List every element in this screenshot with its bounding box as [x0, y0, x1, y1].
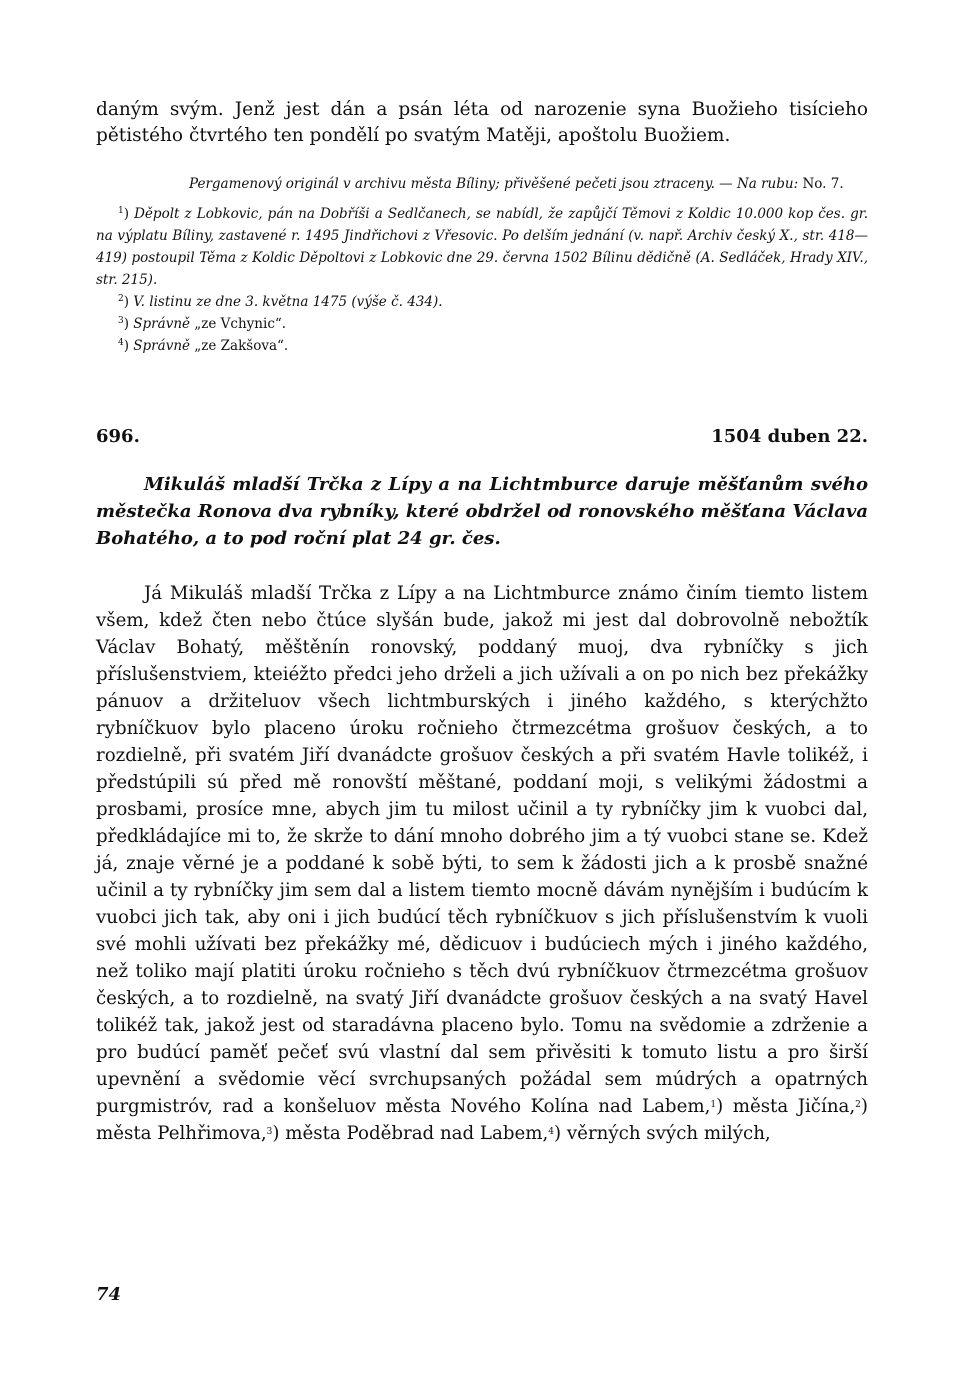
- footnote-ref: 2: [855, 1100, 861, 1110]
- footnote-marker: 3: [118, 316, 124, 326]
- footnote-3: $^3$) Správně „ze Vchynic“.: [118, 316, 287, 332]
- footnotes: [96, 203, 868, 357]
- source-note-roman: No. 7.: [798, 176, 844, 192]
- footnote-2: $^2$) V. listinu ze dne 3. května 1475 (výše č. 434).: [118, 294, 443, 310]
- body-part: ) věrných svých milých,: [554, 1123, 771, 1144]
- footnote-italic: Správně: [133, 316, 190, 332]
- document-number: 696.: [96, 426, 140, 447]
- footnote-text: V. listinu ze dne 3. května 1475 (výše č. 434).: [133, 294, 443, 310]
- body-part: ) města Poděbrad nad Labem,: [272, 1123, 549, 1144]
- footnote-roman: „ze Zakšova“.: [190, 338, 289, 354]
- footnote-ref: 3: [266, 1127, 273, 1137]
- document-date: 1504 duben 22.: [711, 426, 868, 447]
- footnote-italic: Správně: [133, 338, 190, 354]
- page-content: [96, 97, 868, 1147]
- footnote-ref: 4: [548, 1127, 555, 1137]
- body-main: Já Mikuláš mladší Trčka z Lípy a na Lichtmburce známo činím tiemto listem všem, kdež čten nebo čtúce slyšán bude, jakož mi jest dal dobrovolně nebožtík Václav Bohatý, měštěnín ronovský, poddaný muoj, dva rybníčky s jich příslušenstviem, kteiéžto předci jeho drželi a jich užívali a on po nich bez překážky pánuov a držiteluov všech lichtmburských i jiného každého, s kterýchžto rybníčkuov bylo placeno úroku ročnieho čtrmezcétma grošuov českých, a to rozdielně, při svatém Jiří dvanádcte grošuov českých a při svatém Havle tolikéž, i předstúpili sú před mě ronovští měštané, poddaní moji, s velikými žádostmi a prosbami, prosíce mne, abych jim tu milost učinil a ty rybníčky jim k vuobci dal, předkládajíce mi to, že skrže to dání mnoho dobrého jim a tý vuobci stane se. Kdež já, znaje věrné je a poddané k sobě býti, to sem k žádosti jich a k prosbě snažné učinil a ty rybníčky jim sem dal a listem tiemto mocně dávám nynějším i budúcím k vuobci jich tak, aby oni i jich budúcí těch rybníčkuov s jich příslušenstvím k vuoli své mohli užívati bez překážky mé, dědicuov i budúciech mých i jiného každého, než toliko mají platiti úroku ročnieho s těch dvú rybníčkuov čtrmezcétma grošuov českých, a to rozdielně, na svatý Jiří dvanádcte grošuov českých a na svatý Havel tolikéž tak, jakož jest od staradávna placeno bylo. Tomu na svědomie a zdrženie a pro budúcí paměť pečeť svú vlastní dal sem přivěsiti k tomuto listu a pro širší upevnění a svědomie věcí svrchupsaných požádal sem múdrých a opatrných purgmistróv, rad a konšeluov města Nového Kolína nad Labem,: [96, 583, 868, 1117]
- footnote-marker: 2: [118, 294, 124, 304]
- footnote-text: Děpolt z Lobkovic, pán na Dobříši a Sedlčanech, se nabídl, že zapůjčí Těmovi z Koldic 10.000 kop čes. gr. na výplatu Bíliny, zastavené r. 1495 Jindřichovi z Vřesovic. Po delším jednání (v. např. Archiv český X., str. 418—419) postoupil Těma z Koldic Děpoltovi z Lobkovic dne 29. června 1502 Bílinu dědičně (A. Sedláček, Hrady XIV., str. 215).: [96, 206, 869, 288]
- document-body: [96, 580, 868, 1147]
- source-note: [96, 173, 868, 195]
- footnote-roman: „ze Vchynic“.: [190, 316, 287, 332]
- footnote-ref: 1: [710, 1100, 717, 1110]
- body-part: ) města Jičína,: [716, 1096, 856, 1117]
- footnote-marker: 1: [118, 206, 124, 216]
- body-part: ) města Pelhřimova,: [96, 1096, 868, 1144]
- document-regest: Mikuláš mladší Trčka z Lípy a na Lichtmburce daruje měšťanům svého městečka Ronova dva rybníky, které obdržel od ronovského měšťana Václava Bohatého, a to pod roční plat 24 gr. čes.: [96, 474, 868, 549]
- document-header: [96, 425, 868, 449]
- intro-paragraph: daným svým. Jenž jest dán a psán léta od narozenie syna Buožieho tisícieho pětistého čtvrtého ten pondělí po svatým Matěji, apoštolu Buožiem.: [96, 99, 868, 146]
- page-number: 74: [96, 1284, 122, 1305]
- source-note-italic: Pergamenový originál v archivu města Bíliny; přivěšené pečeti jsou ztraceny. — Na rubu:: [189, 176, 799, 192]
- footnote-1: $^1$) Děpolt z Lobkovic, pán na Dobříši a Sedlčanech, se nabídl, že zapůjčí Těmovi z Koldic 10.000 kop čes. gr. na výplatu Bíliny, zastavené r. 1495 Jindřichovi z Vřesovic. Po delším jednání (v. např. Archiv český X., str. 418—419) postoupil Těma z Koldic Děpoltovi z Lobkovic dne 29. června 1502 Bílinu dědičně (A. Sedláček, Hrady XIV., str. 215).: [96, 206, 869, 288]
- footnote-marker: 4: [118, 338, 124, 348]
- footnote-4: $^4$) Správně „ze Zakšova“.: [118, 338, 289, 354]
